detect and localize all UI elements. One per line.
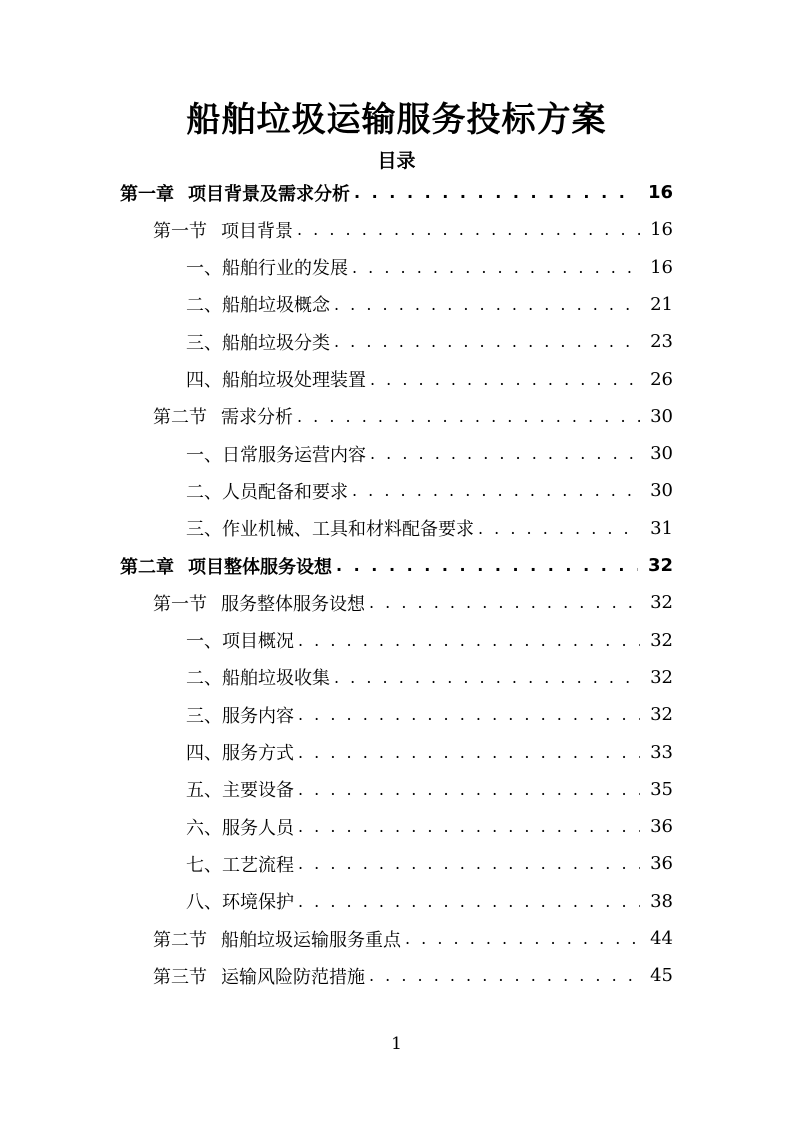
toc-entry-page: 23 (650, 331, 673, 353)
toc-entry[interactable] (153, 920, 673, 957)
dot-leader (405, 929, 640, 948)
toc-entry[interactable] (186, 435, 673, 472)
toc-entry-number: 七、 (186, 854, 222, 876)
toc-entry-page: 30 (650, 405, 673, 427)
toc-entry-page: 33 (650, 741, 673, 763)
toc-entry[interactable] (186, 883, 673, 920)
dot-leader (297, 220, 640, 239)
toc-entry-label: 项目概况 (222, 631, 294, 653)
toc-entry[interactable] (186, 622, 673, 659)
dot-leader (369, 966, 640, 985)
toc-entry-label: 需求分析 (221, 407, 293, 429)
toc-entry-number: 第二节 (153, 407, 207, 429)
dot-leader (370, 444, 640, 463)
toc-entry-label: 服务内容 (222, 705, 294, 727)
toc-entry-number: 一、 (186, 258, 222, 280)
toc-entry-number: 八、 (186, 892, 222, 914)
toc-entry[interactable] (186, 771, 673, 808)
toc-entry-page: 36 (650, 853, 673, 875)
dot-leader (370, 370, 640, 389)
toc-entry-number: 第一节 (153, 220, 207, 242)
toc-entry-label: 服务人员 (222, 817, 294, 839)
dot-leader (298, 705, 640, 724)
toc-entry-label: 船舶垃圾收集 (222, 668, 330, 690)
toc-entry-page: 35 (650, 778, 673, 800)
dot-leader (352, 258, 640, 277)
dot-leader (334, 332, 640, 351)
toc-entry[interactable] (153, 211, 673, 248)
toc-entry-page: 30 (650, 480, 673, 502)
toc-entry-number: 一、 (186, 444, 222, 466)
toc-entry-number: 六、 (186, 817, 222, 839)
toc-entry[interactable] (186, 510, 673, 547)
toc-entry[interactable] (120, 547, 673, 584)
toc-entry-label: 服务整体服务设想 (221, 593, 365, 615)
dot-leader (478, 519, 640, 538)
toc-entry-label: 工艺流程 (222, 854, 294, 876)
toc-entry[interactable] (186, 659, 673, 696)
toc-entry-page: 16 (650, 256, 673, 278)
toc-entry[interactable] (186, 696, 673, 733)
toc-entry-label: 服务方式 (222, 743, 294, 764)
toc-entry-label: 主要设备 (222, 780, 294, 802)
toc-entry[interactable] (186, 286, 673, 323)
dot-leader (334, 668, 640, 687)
dot-leader (298, 892, 640, 911)
toc-entry-label: 船舶垃圾概念 (222, 295, 330, 317)
dot-leader (298, 780, 640, 799)
toc-entry[interactable] (153, 584, 673, 621)
toc-entry-page: 21 (650, 293, 673, 315)
toc-entry-number: 四、 (186, 370, 222, 391)
toc-entry-page: 38 (650, 890, 673, 912)
toc-entry-label: 项目整体服务设想 (188, 556, 332, 578)
toc-entry-page: 32 (650, 592, 673, 614)
toc-entry-page: 30 (650, 443, 673, 465)
toc-entry-number: 二、 (186, 668, 222, 690)
dot-leader (336, 556, 638, 575)
toc-entry-page: 16 (650, 219, 673, 241)
page-number: 1 (391, 1034, 402, 1054)
toc-entry[interactable] (153, 957, 673, 994)
toc-entry-page: 32 (650, 629, 673, 651)
toc-entry-page: 36 (650, 816, 673, 838)
dot-leader (298, 631, 640, 650)
toc-entry-number: 第二章 (120, 556, 174, 578)
toc-entry[interactable] (186, 845, 673, 882)
toc-entry-number: 四、 (186, 743, 222, 764)
toc-entry-page: 32 (650, 666, 673, 688)
toc-entry-label: 项目背景及需求分析 (188, 183, 350, 205)
toc-heading: 目录 (377, 150, 416, 172)
toc-entry-page: 44 (650, 928, 673, 949)
toc-entry-label: 船舶垃圾分类 (222, 332, 330, 354)
toc-entry-page: 16 (647, 182, 673, 203)
dot-leader (354, 183, 638, 202)
dot-leader (369, 593, 640, 612)
toc-entry[interactable] (186, 808, 673, 845)
toc-entry-page: 31 (650, 517, 673, 539)
toc-entry-number: 二、 (186, 481, 222, 503)
toc-entry-number: 三、 (186, 332, 222, 354)
dot-leader (298, 817, 640, 836)
dot-leader (334, 295, 640, 314)
dot-leader (352, 481, 640, 500)
dot-leader (297, 407, 640, 426)
toc-entry-number: 第二节 (153, 929, 207, 951)
toc-entry[interactable] (186, 361, 673, 398)
toc-entry-page: 26 (650, 368, 673, 390)
toc-entry-number: 三、 (186, 519, 222, 541)
toc-entry-number: 五、 (186, 780, 222, 802)
toc-entry-label: 日常服务运营内容 (222, 444, 366, 466)
toc-entry-label: 作业机械、工具和材料配备要求 (222, 519, 474, 541)
dot-leader (298, 743, 640, 762)
toc-entry-label: 人员配备和要求 (222, 481, 348, 503)
toc-entry-number: 第三节 (153, 966, 207, 988)
dot-leader (298, 854, 640, 873)
toc-entry-page: 32 (650, 704, 673, 726)
toc-entry-label: 船舶垃圾运输服务重点 (221, 929, 401, 951)
toc-entry[interactable] (186, 734, 673, 771)
toc-entry-number: 三、 (186, 705, 222, 727)
toc-entry-label: 船舶行业的发展 (222, 258, 348, 280)
toc-entry-page: 32 (647, 555, 673, 576)
toc-entry-label: 项目背景 (221, 220, 293, 242)
toc-entry[interactable] (153, 398, 673, 435)
toc-entry[interactable] (186, 472, 673, 509)
document-title: 船舶垃圾运输服务投标方案 (186, 100, 607, 140)
toc-entry-label: 运输风险防范措施 (221, 966, 365, 988)
toc-entry[interactable] (186, 249, 673, 286)
toc-entry-label: 船舶垃圾处理装置 (222, 370, 366, 391)
toc-entry-page: 45 (650, 965, 673, 987)
toc-entry[interactable] (120, 174, 673, 211)
toc-entry-number: 一、 (186, 631, 222, 653)
toc-entry-number: 第一节 (153, 593, 207, 615)
toc-entry[interactable] (186, 323, 673, 360)
toc-entry-label: 环境保护 (222, 892, 294, 914)
toc-entry-number: 二、 (186, 295, 222, 317)
toc-entry-number: 第一章 (120, 183, 174, 205)
